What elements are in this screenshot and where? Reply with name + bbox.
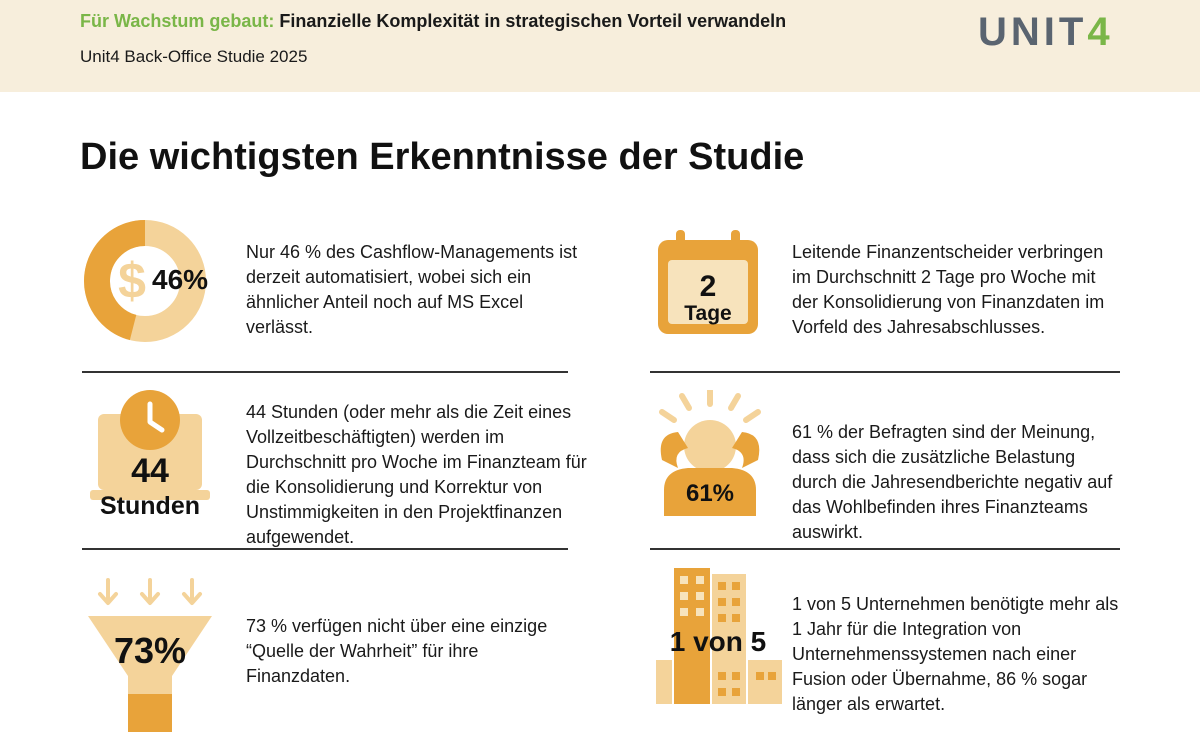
finding-6-value: 1 von 5 (669, 626, 767, 657)
person-arm-right (732, 432, 759, 468)
header-banner (0, 0, 1200, 92)
calendar-ring-right (731, 230, 740, 250)
finding-1-value: 46% (152, 264, 209, 295)
finding-1-text: Nur 46 % des Cashflow-Managements ist derzeit automatisiert, wobei sich ein ähnlicher Anteil noch auf MS Excel verlässt. (246, 242, 578, 337)
dollar-icon: $ (118, 253, 146, 309)
arrow-down-icon (142, 580, 158, 603)
finding-2-value: 2 (699, 270, 717, 303)
finding-4-value: 61% (685, 480, 735, 507)
finding-2-text: Leitende Finanzentscheider verbringen im Durchschnitt 2 Tage pro Woche mit der Konsolidierung von Finanzdaten im Vorfeld des Jahresabschlusses. (792, 242, 1105, 337)
finding-6-text: 1 von 5 Unternehmen benötigte mehr als 1 Jahr für die Integration von Unternehmenssystemen nach einer Fusion oder Übernahme, 86 % sogar länger als erwartet. (792, 594, 1119, 714)
header-subtitle (80, 11, 786, 32)
finding-3-value: 44 (131, 452, 169, 490)
header-subtitle-highlight: Für Wachstum gebaut: (80, 11, 275, 31)
funnel-spout (128, 694, 172, 732)
divider-right-2 (650, 548, 1120, 550)
finding-3-unit: Stunden (100, 492, 200, 520)
header-subtitle-rest: Finanzielle Komplexität in strategischen Vorteil verwandeln (274, 11, 787, 31)
logo-text: UNIT (978, 10, 1088, 54)
logo-suffix: 4 (1087, 10, 1114, 54)
finding-5-text: 73 % verfügen nicht über eine einzige “Quelle der Wahrheit” für ihre Finanzdaten. (246, 616, 548, 686)
finding-4-text: 61 % der Befragten sind der Meinung, dass sich die zusätzliche Belastung durch die Jahresendberichte negativ auf das Wohlbefinden ihres Finanzteams auswirkt. (792, 422, 1113, 542)
finding-2-unit: Tage (684, 302, 732, 325)
finding-3-text: 44 Stunden (oder mehr als die Zeit eines Vollzeitbeschäftigten) werden im Durchschnitt pro Woche im Finanzteam für die Konsolidierung und Korrektur von Unstimmigkeiten in den Projektfinanzen aufgewendet. (246, 402, 587, 547)
study-name: Unit4 Back-Office Studie 2025 (80, 47, 308, 66)
arrow-down-icon (100, 580, 116, 603)
finding-5-value: 73% (113, 630, 187, 671)
divider-left-2 (82, 548, 568, 550)
arrow-down-icon (184, 580, 200, 603)
page-title: Die wichtigsten Erkenntnisse der Studie (80, 136, 805, 178)
divider-right-1 (650, 371, 1120, 373)
divider-left-1 (82, 371, 568, 373)
unit4-logo (978, 10, 1114, 55)
calendar-ring-left (676, 230, 685, 250)
building-right (748, 660, 782, 704)
building-far-left (656, 660, 672, 704)
person-head (684, 420, 736, 472)
person-arm-left (661, 432, 688, 468)
